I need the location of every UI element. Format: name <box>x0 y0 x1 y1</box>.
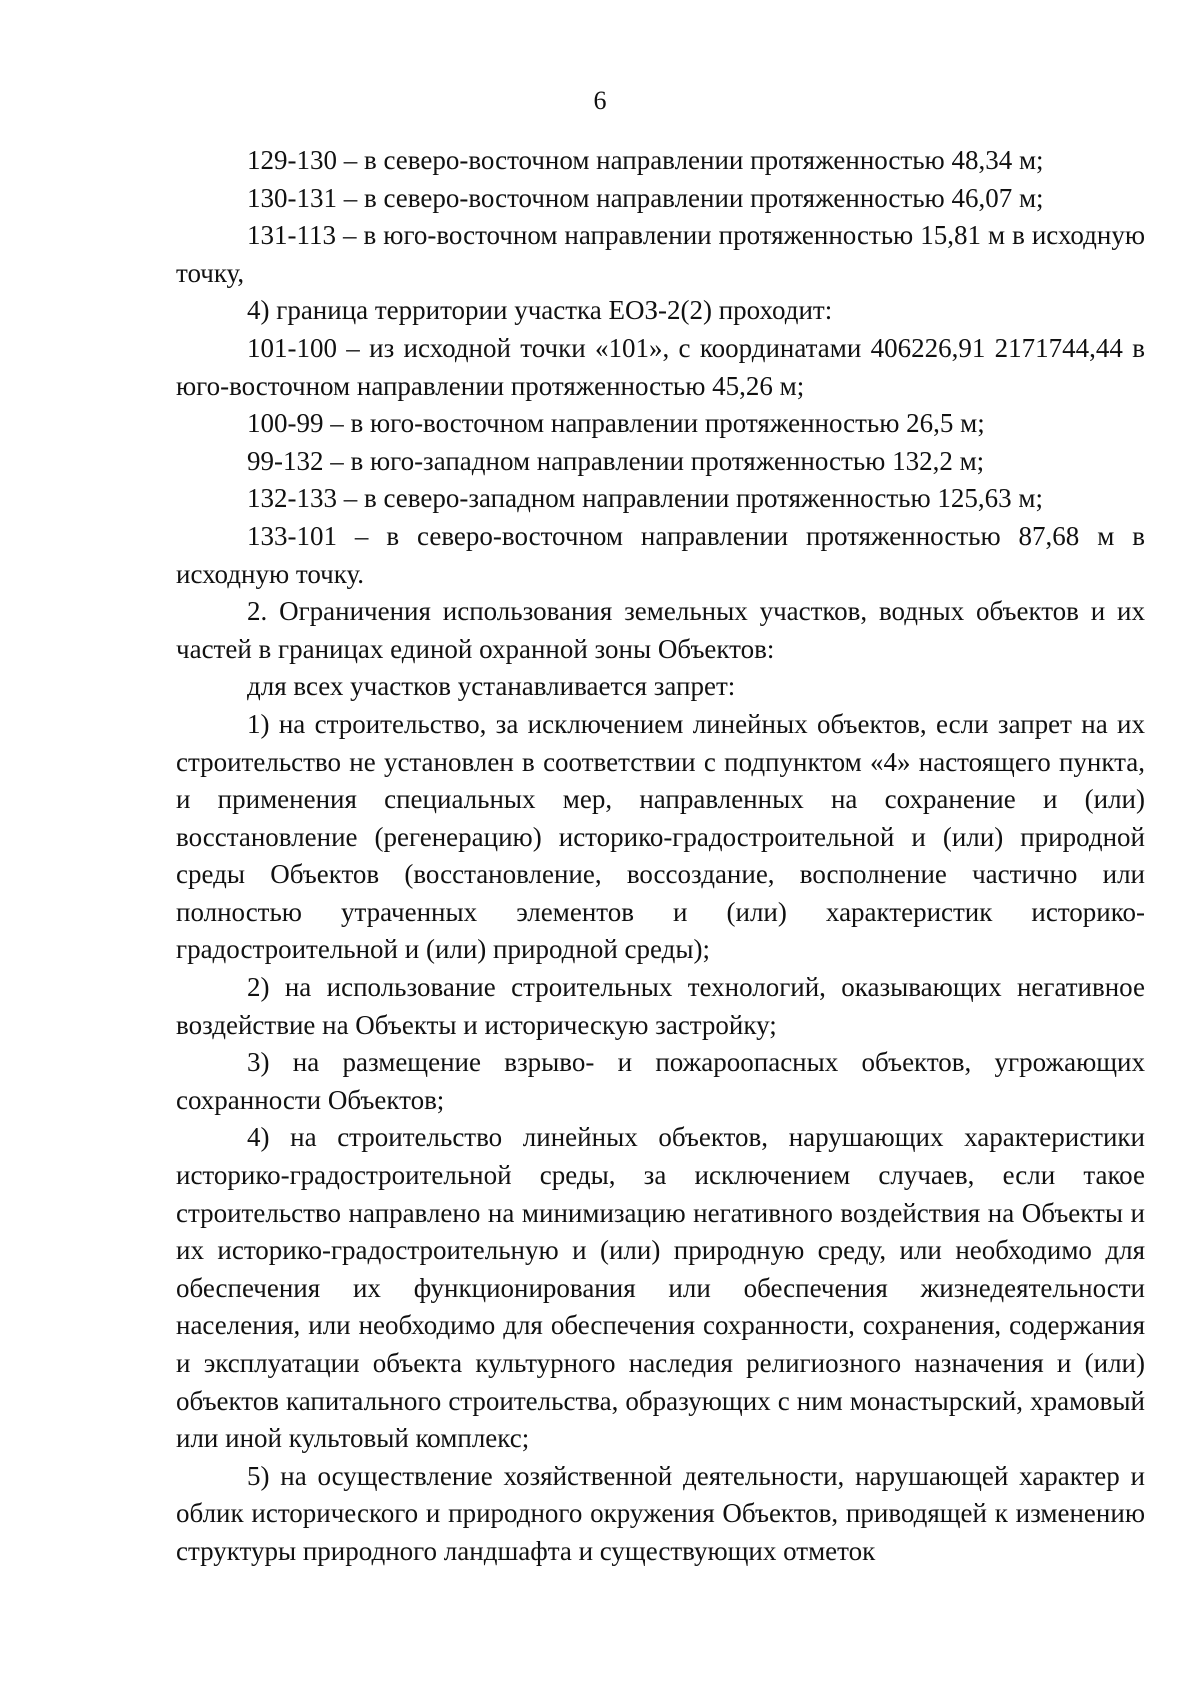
paragraph: 3) на размещение взрыво- и пожароопасных объектов, угрожающих сохранности Объектов; <box>176 1047 1145 1115</box>
paragraph: 133-101 – в северо-восточном направлении протяженностью 87,68 м в исходную точку. <box>176 520 1145 589</box>
page-number: 6 <box>593 86 607 115</box>
paragraph: для всех участков устанавливается запрет: <box>247 671 736 702</box>
document-body <box>176 142 1145 1571</box>
paragraph: 4) на строительство линейных объектов, нарушающих характеристики историко-градостроительной среды, за исключением случаев, если такое строительство направлено на минимизацию негативного воздействия на Объекты и их историко-градостроительную и (или) природную среду, или необходимо для обеспечения их функционирования или обеспечения жизнедеятельности населения, или необходимо для обеспечения сохранности, сохранения, содержания и эксплуатации объекта культурного наследия религиозного назначения и (или) объектов капитального строительства, образующих с ним монастырский, храмовый или иной культовый комплекс; <box>176 1122 1145 1454</box>
paragraph: 2. Ограничения использования земельных участков, водных объектов и их частей в границах единой охранной зоны Объектов: <box>176 596 1145 664</box>
paragraph: 131-113 – в юго-восточном направлении протяженностью 15,81 м в исходную точку, <box>176 220 1145 288</box>
paragraph: 2) на использование строительных технологий, оказывающих негативное воздействие на Объекты и историческую застройку; <box>176 972 1145 1040</box>
paragraph: 1) на строительство, за исключением линейных объектов, если запрет на их строительство не установлен в соответствии с подпунктом «4» настоящего пункта, и применения специальных мер, направленных на сохранение и (или) восстановление (регенерацию) историко-градостроительной и (или) природной среды Объектов (восстановление, воссоздание, восполнение частично или полностью утраченных элементов и (или) характеристик историко-градостроительной и (или) природной среды); <box>176 708 1145 965</box>
paragraph: 4) граница территории участка ЕОЗ-2(2) проходит: <box>247 295 833 326</box>
paragraph: 99-132 – в юго-западном направлении протяженностью 132,2 м; <box>247 445 985 476</box>
paragraph: 132-133 – в северо-западном направлении протяженностью 125,63 м; <box>247 483 1043 514</box>
paragraph: 101-100 – из исходной точки «101», с координатами 406226,91 2171744,44 в юго-восточном направлении протяженностью 45,26 м; <box>176 332 1145 401</box>
paragraph: 129-130 – в северо-восточном направлении протяженностью 48,34 м; <box>247 145 1044 175</box>
paragraph: 100-99 – в юго-восточном направлении протяженностью 26,5 м; <box>247 408 985 439</box>
paragraph: 5) на осуществление хозяйственной деятельности, нарушающей характер и облик исторического и природного окружения Объектов, приводящей к изменению структуры природного ландшафта и существующих отметок <box>176 1460 1145 1566</box>
paragraph: 130-131 – в северо-восточном направлении протяженностью 46,07 м; <box>247 182 1044 213</box>
